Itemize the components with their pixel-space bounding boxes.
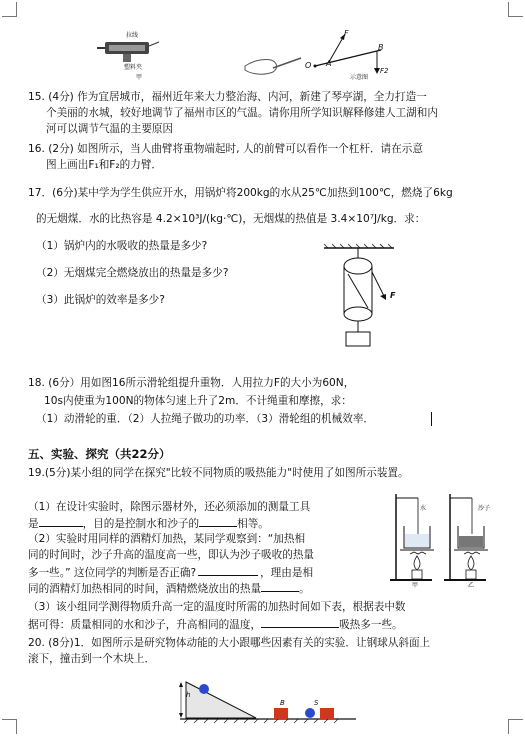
q16-line-1: 16. (2分) 如图所示，当人曲臂将重物端起时, 人的前臂可以看作一个杠杆．请在示意 bbox=[28, 143, 423, 155]
clamp-caption: 甲 bbox=[136, 74, 143, 81]
q19-part3-b-post: 吸热多一些。 bbox=[339, 619, 403, 631]
ramp-label-b: B bbox=[280, 699, 285, 707]
q19-blank-more-heat[interactable] bbox=[261, 616, 339, 628]
q16-line-2: 图上画出F₁和F₂的力臂． bbox=[46, 159, 163, 171]
q20-line-1: 20. (8分)1．如图所示是研究物体动能的大小跟哪些因素有关的实验．让钢球从斜面上 bbox=[28, 637, 431, 649]
q19-part2-a: （2）实验时用同样的酒精灯加热，某同学观察到：“加热相 bbox=[28, 533, 306, 545]
arm-lever-figure bbox=[243, 28, 393, 83]
q15-line-1: 15. (4分) 作为宜居城市，福州近年来大力整治海、内河，新建了琴亭湖，全力打造一 bbox=[28, 91, 427, 103]
section-5-title: 五、实验、探究（共22分） bbox=[28, 447, 171, 461]
beaker-caption-left: 甲 bbox=[412, 582, 419, 589]
beaker-caption-right: 乙 bbox=[468, 582, 475, 589]
q17-line-1: 17．(6分)某中学为学生供应开水，用锅炉将200kg的水从25℃加热到100℃，燃烧了6kg bbox=[28, 187, 453, 199]
q17-sub-2: （2）无烟煤完全燃烧放出的热量是多少? bbox=[36, 267, 229, 279]
ramp-label-s: S bbox=[314, 699, 319, 707]
q19-blank-correct[interactable] bbox=[198, 564, 258, 576]
q19-part2-b: 同的时间时，沙子升高的温度高一些，即认为沙子吸收的热量 bbox=[28, 549, 315, 561]
ramp-experiment-figure bbox=[178, 672, 358, 724]
q19-part2-d-pre: 同的酒精灯加热相同的时间，酒精燃烧放出的热量 bbox=[28, 583, 262, 595]
clamp-label-pull-string: 拉线 bbox=[126, 32, 139, 39]
q19-part3-a: （3）该小组同学测得物质升高一定的温度时所需的加热时间如下表，根据表中数 bbox=[28, 601, 406, 613]
q15-line-3: 河可以调节气温的主要原因 bbox=[46, 123, 174, 135]
corner-mark-top-left bbox=[2, 2, 17, 17]
q19-line-1: 19.(5分)某小组的同学在探究"比较不同物质的吸热能力"时使用了如图所示装置。 bbox=[28, 467, 409, 479]
q19-part1-b-pre: 是 bbox=[28, 518, 39, 530]
q19-part2-c bbox=[28, 564, 313, 580]
q19-part3-b bbox=[28, 616, 403, 632]
q19-part1-b-mid: ，目的是控制水和沙子的 bbox=[82, 518, 200, 530]
arm-label-o: O bbox=[305, 61, 312, 70]
q19-blank-control[interactable] bbox=[199, 515, 237, 527]
q17-sub-1: （1）锅炉内的水吸收的热量是多少? bbox=[36, 240, 208, 252]
arm-label-f: F bbox=[344, 29, 349, 38]
q19-part1-b-post: 相等。 bbox=[237, 518, 269, 530]
corner-mark-bottom-right bbox=[508, 719, 523, 734]
q17-line-2: 的无烟煤．水的比热容是 4.2×10³J/(kg·℃)，无烟煤的热值是 3.4×10⁷J/kg．求： bbox=[36, 213, 426, 225]
q19-part2-d-post: 。 bbox=[299, 583, 310, 595]
beaker-label-sand: 沙子 bbox=[478, 505, 491, 512]
arm-caption: 示意图 bbox=[350, 74, 369, 81]
clamp-label-plastic-clip: 塑料夹 bbox=[124, 64, 143, 71]
q19-part2-c-pre: 多一些。” 这位同学的判断是否正确? bbox=[28, 567, 197, 579]
q19-blank-tool[interactable] bbox=[39, 515, 83, 527]
q19-part2-c-post: ，理由是相 bbox=[260, 567, 314, 579]
q20-line-2: 滚下，撞击到一个木块上． bbox=[28, 653, 156, 665]
q19-part2-d bbox=[28, 580, 310, 596]
q19-part3-b-pre: 据可得：质量相同的水和沙子，升高相同的温度， bbox=[28, 619, 262, 631]
pulley-force-label: F bbox=[390, 291, 396, 300]
q18-line-1: 18. (6分）用如图16所示滑轮组提升重物．人用拉力F的大小为60N， bbox=[28, 377, 355, 389]
q15-line-2: 个美丽的水城，较好地调节了福州市区的气温。请你用所学知识解释修建人工湖和内 bbox=[46, 107, 438, 119]
arm-label-b: B bbox=[378, 43, 384, 52]
ramp-label-h: h bbox=[186, 691, 191, 699]
corner-mark-top-right bbox=[508, 2, 523, 17]
arm-label-a: A bbox=[326, 59, 332, 68]
q18-line-2: 10s内使重为100N的物体匀速上升了2m．不计绳重和摩擦，求： bbox=[44, 395, 352, 407]
beaker-label-water: 水 bbox=[420, 505, 427, 512]
q17-sub-3: （3）此锅炉的效率是多少? bbox=[36, 294, 165, 306]
q18-line-3: （1）动滑轮的重．（2）人拉绳子做功的功率．（3）滑轮组的机械效率． bbox=[36, 413, 375, 425]
arm-label-f2: F2 bbox=[380, 67, 389, 75]
q19-part1-a: （1）在设计实验时，除图示器材外，还必须添加的测量工具 bbox=[28, 501, 311, 513]
corner-mark-bottom-left bbox=[2, 719, 17, 734]
pulley-system-figure bbox=[320, 244, 400, 352]
q19-blank-heat[interactable] bbox=[261, 580, 299, 592]
q19-part1-b bbox=[28, 515, 269, 531]
text-cursor bbox=[431, 412, 432, 426]
